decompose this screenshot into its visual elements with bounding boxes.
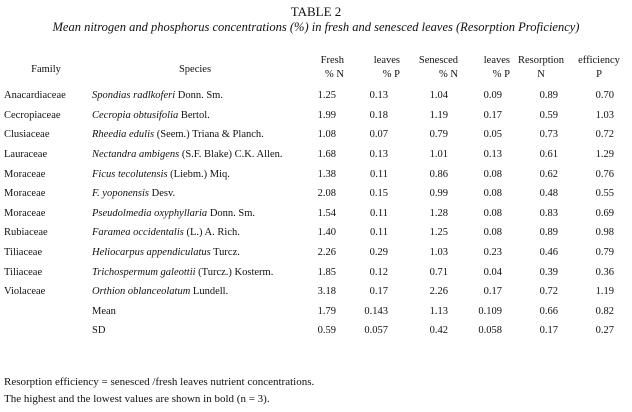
table-row <box>0 223 626 243</box>
species-name: Pseudolmedia oxyphyllaria <box>92 207 208 219</box>
species-name: Ficus tecolutensis <box>92 168 168 180</box>
table-row <box>0 282 626 302</box>
cell-fresh-p: 0.11 <box>370 168 388 180</box>
table-row <box>0 243 626 263</box>
table-row <box>0 262 626 282</box>
cell-species <box>92 184 298 204</box>
cell-efficiency-p: 0.79 <box>595 247 614 259</box>
cell-efficiency-p: 0.55 <box>595 188 614 200</box>
cell-fresh-n: 3.18 <box>317 286 336 298</box>
cell-summary-label: SD <box>92 325 106 337</box>
cell-fresh-n: 1.79 <box>317 305 336 317</box>
cell-senesced-p: 0.08 <box>483 188 502 200</box>
cell-species <box>92 125 298 145</box>
cell-family: Moraceae <box>4 207 46 219</box>
species-author: (L.) A. Rich. <box>183 227 240 239</box>
cell-senesced-p: 0.08 <box>483 168 502 180</box>
cell-senesced-p: 0.17 <box>483 109 502 121</box>
table-label: TABLE 2 <box>290 4 342 19</box>
cell-senesced-p: 0.05 <box>483 129 502 141</box>
cell-resorption-n: 0.17 <box>539 325 558 337</box>
species-name: F. yoponensis <box>92 188 149 200</box>
cell-resorption-n: 0.73 <box>539 129 558 141</box>
species-name: Faramea occidentalis <box>92 227 184 239</box>
cell-resorption-n: 0.66 <box>539 305 558 317</box>
species-name: Rheedia edulis <box>92 129 155 141</box>
cell-senesced-n: 1.25 <box>429 227 448 239</box>
cell-species <box>92 86 298 106</box>
cell-senesced-n: 0.79 <box>429 129 448 141</box>
cell-species <box>92 145 298 165</box>
table-row <box>0 106 626 126</box>
cell-fresh-n: 1.08 <box>317 129 336 141</box>
species-author: Donn. Sm. <box>207 207 256 219</box>
cell-resorption-n: 0.61 <box>539 149 558 161</box>
table-row <box>0 125 626 145</box>
cell-fresh-p: 0.13 <box>369 90 388 102</box>
cell-senesced-p: 0.08 <box>483 227 502 239</box>
species-name: Orthion oblanceolatum <box>92 286 191 298</box>
cell-senesced-p: 0.13 <box>483 149 502 161</box>
cell-resorption-n: 0.72 <box>539 286 558 298</box>
cell-fresh-n: 2.26 <box>317 247 336 259</box>
cell-senesced-n: 0.71 <box>429 266 448 278</box>
cell-senesced-p: 0.058 <box>478 325 502 337</box>
cell-fresh-n: 1.54 <box>317 207 336 219</box>
cell-resorption-n: 0.89 <box>539 90 558 102</box>
species-author: Lundell. <box>190 286 229 298</box>
table-row <box>0 164 626 184</box>
cell-fresh-n: 1.25 <box>317 90 336 102</box>
cell-resorption-n: 0.46 <box>539 247 558 259</box>
cell-family: Anacardiaceae <box>4 90 66 102</box>
table-row <box>0 145 626 165</box>
header-fresh-p: leaves % P <box>373 55 400 80</box>
cell-fresh-p: 0.18 <box>369 109 388 121</box>
cell-fresh-p: 0.057 <box>364 325 388 337</box>
cell-efficiency-p: 0.70 <box>595 90 614 102</box>
species-author: (Turcz.) Kosterm. <box>195 266 274 278</box>
cell-fresh-p: 0.143 <box>364 305 388 317</box>
header-senesced-n: Senesced % N <box>418 55 458 80</box>
cell-species <box>92 262 298 282</box>
cell-family: Tiliaceae <box>4 247 43 259</box>
cell-family: Moraceae <box>4 168 46 180</box>
cell-family: Rubiaceae <box>4 227 48 239</box>
cell-species <box>92 204 298 224</box>
cell-summary-label: Mean <box>92 305 116 317</box>
cell-efficiency-p: 0.98 <box>595 227 614 239</box>
header-row <box>0 52 626 86</box>
cell-fresh-p: 0.29 <box>369 247 388 259</box>
cell-efficiency-p: 0.76 <box>595 168 614 180</box>
cell-senesced-n: 1.13 <box>429 305 448 317</box>
cell-fresh-p: 0.17 <box>369 286 388 298</box>
cell-fresh-n: 1.68 <box>317 149 336 161</box>
cell-fresh-n: 1.38 <box>317 168 336 180</box>
header-efficiency-p: efficiency P <box>578 55 620 80</box>
cell-senesced-n: 1.28 <box>429 207 448 219</box>
cell-fresh-n: 1.40 <box>317 227 336 239</box>
cell-family: Tiliaceae <box>4 266 43 278</box>
cell-senesced-n: 1.19 <box>429 109 448 121</box>
cell-senesced-n: 0.99 <box>429 188 448 200</box>
cell-resorption-n: 0.89 <box>539 227 558 239</box>
header-senesced-p: leaves % P <box>483 55 510 80</box>
cell-species <box>92 223 298 243</box>
species-author: Desv. <box>148 188 176 200</box>
cell-species <box>92 282 298 302</box>
cell-resorption-n: 0.48 <box>539 188 558 200</box>
summary-row <box>0 302 626 322</box>
cell-species <box>92 164 298 184</box>
cell-efficiency-p: 1.03 <box>595 109 614 121</box>
header-family: Family <box>31 64 61 75</box>
cell-senesced-n: 0.42 <box>429 325 448 337</box>
table-row <box>0 86 626 106</box>
cell-fresh-p: 0.07 <box>369 129 388 141</box>
cell-family: Violaceae <box>4 286 46 298</box>
data-table <box>0 52 626 341</box>
species-name: Cecropia obtusifolia <box>92 109 179 121</box>
cell-senesced-p: 0.109 <box>478 305 502 317</box>
cell-senesced-n: 1.04 <box>429 90 448 102</box>
cell-resorption-n: 0.39 <box>539 266 558 278</box>
cell-fresh-p: 0.11 <box>370 207 388 219</box>
cell-senesced-p: 0.04 <box>483 266 502 278</box>
cell-empty <box>0 302 92 322</box>
cell-senesced-p: 0.23 <box>483 247 502 259</box>
cell-fresh-p: 0.12 <box>369 266 388 278</box>
cell-senesced-n: 1.03 <box>429 247 448 259</box>
species-name: Heliocarpus appendiculatus <box>92 247 211 259</box>
summary-row <box>0 321 626 341</box>
cell-resorption-n: 0.83 <box>539 207 558 219</box>
cell-senesced-p: 0.17 <box>483 286 502 298</box>
cell-family: Lauraceae <box>4 149 48 161</box>
cell-efficiency-p: 1.29 <box>595 149 614 161</box>
table-row <box>0 204 626 224</box>
cell-species <box>92 106 298 126</box>
species-author: Donn. Sm. <box>175 90 223 102</box>
species-author: (S.F. Blake) C.K. Allen. <box>179 149 283 161</box>
table-caption: Mean nitrogen and phosphorus concentrations (%) in fresh and senesced leaves (Resorption Proficiency) <box>52 20 580 34</box>
cell-senesced-p: 0.08 <box>483 207 502 219</box>
cell-empty <box>0 321 92 341</box>
cell-family: Cecropiaceae <box>4 109 61 121</box>
cell-family: Moraceae <box>4 188 46 200</box>
species-name: Trichospermum galeottii <box>92 266 196 278</box>
footnote-efficiency: Resorption efficiency = senesced /fresh leaves nutrient concentrations. <box>4 376 315 388</box>
species-name: Spondias radlkoferi <box>92 90 176 102</box>
cell-senesced-n: 0.86 <box>429 168 448 180</box>
header-species: Species <box>178 64 212 75</box>
species-author: Turcz. <box>210 247 240 259</box>
species-author: Bertol. <box>178 109 210 121</box>
cell-efficiency-p: 0.82 <box>595 305 614 317</box>
cell-fresh-n: 1.85 <box>317 266 336 278</box>
cell-efficiency-p: 0.36 <box>595 266 614 278</box>
footnote-bold: The highest and the lowest values are shown in bold (n = 3). <box>4 393 270 405</box>
cell-family: Clusiaceae <box>4 129 50 141</box>
cell-senesced-n: 1.01 <box>429 149 448 161</box>
cell-fresh-p: 0.13 <box>369 149 388 161</box>
cell-efficiency-p: 1.19 <box>595 286 614 298</box>
table-row <box>0 184 626 204</box>
species-author: (Liebm.) Miq. <box>167 168 230 180</box>
cell-senesced-p: 0.09 <box>483 90 502 102</box>
cell-efficiency-p: 0.27 <box>595 325 614 337</box>
cell-senesced-n: 2.26 <box>429 286 448 298</box>
species-name: Nectandra ambigens <box>92 149 180 161</box>
header-fresh-n: Fresh % N <box>320 55 344 80</box>
species-author: (Seem.) Triana & Planch. <box>154 129 264 141</box>
cell-resorption-n: 0.62 <box>539 168 558 180</box>
cell-fresh-p: 0.15 <box>369 188 388 200</box>
cell-fresh-n: 0.59 <box>317 325 336 337</box>
header-resorption-n: Resorption N <box>517 55 565 80</box>
cell-species <box>92 243 298 263</box>
cell-resorption-n: 0.59 <box>539 109 558 121</box>
cell-fresh-n: 1.99 <box>317 109 336 121</box>
cell-fresh-p: 0.11 <box>370 227 388 239</box>
cell-efficiency-p: 0.69 <box>595 207 614 219</box>
cell-fresh-n: 2.08 <box>317 188 336 200</box>
cell-efficiency-p: 0.72 <box>595 129 614 141</box>
